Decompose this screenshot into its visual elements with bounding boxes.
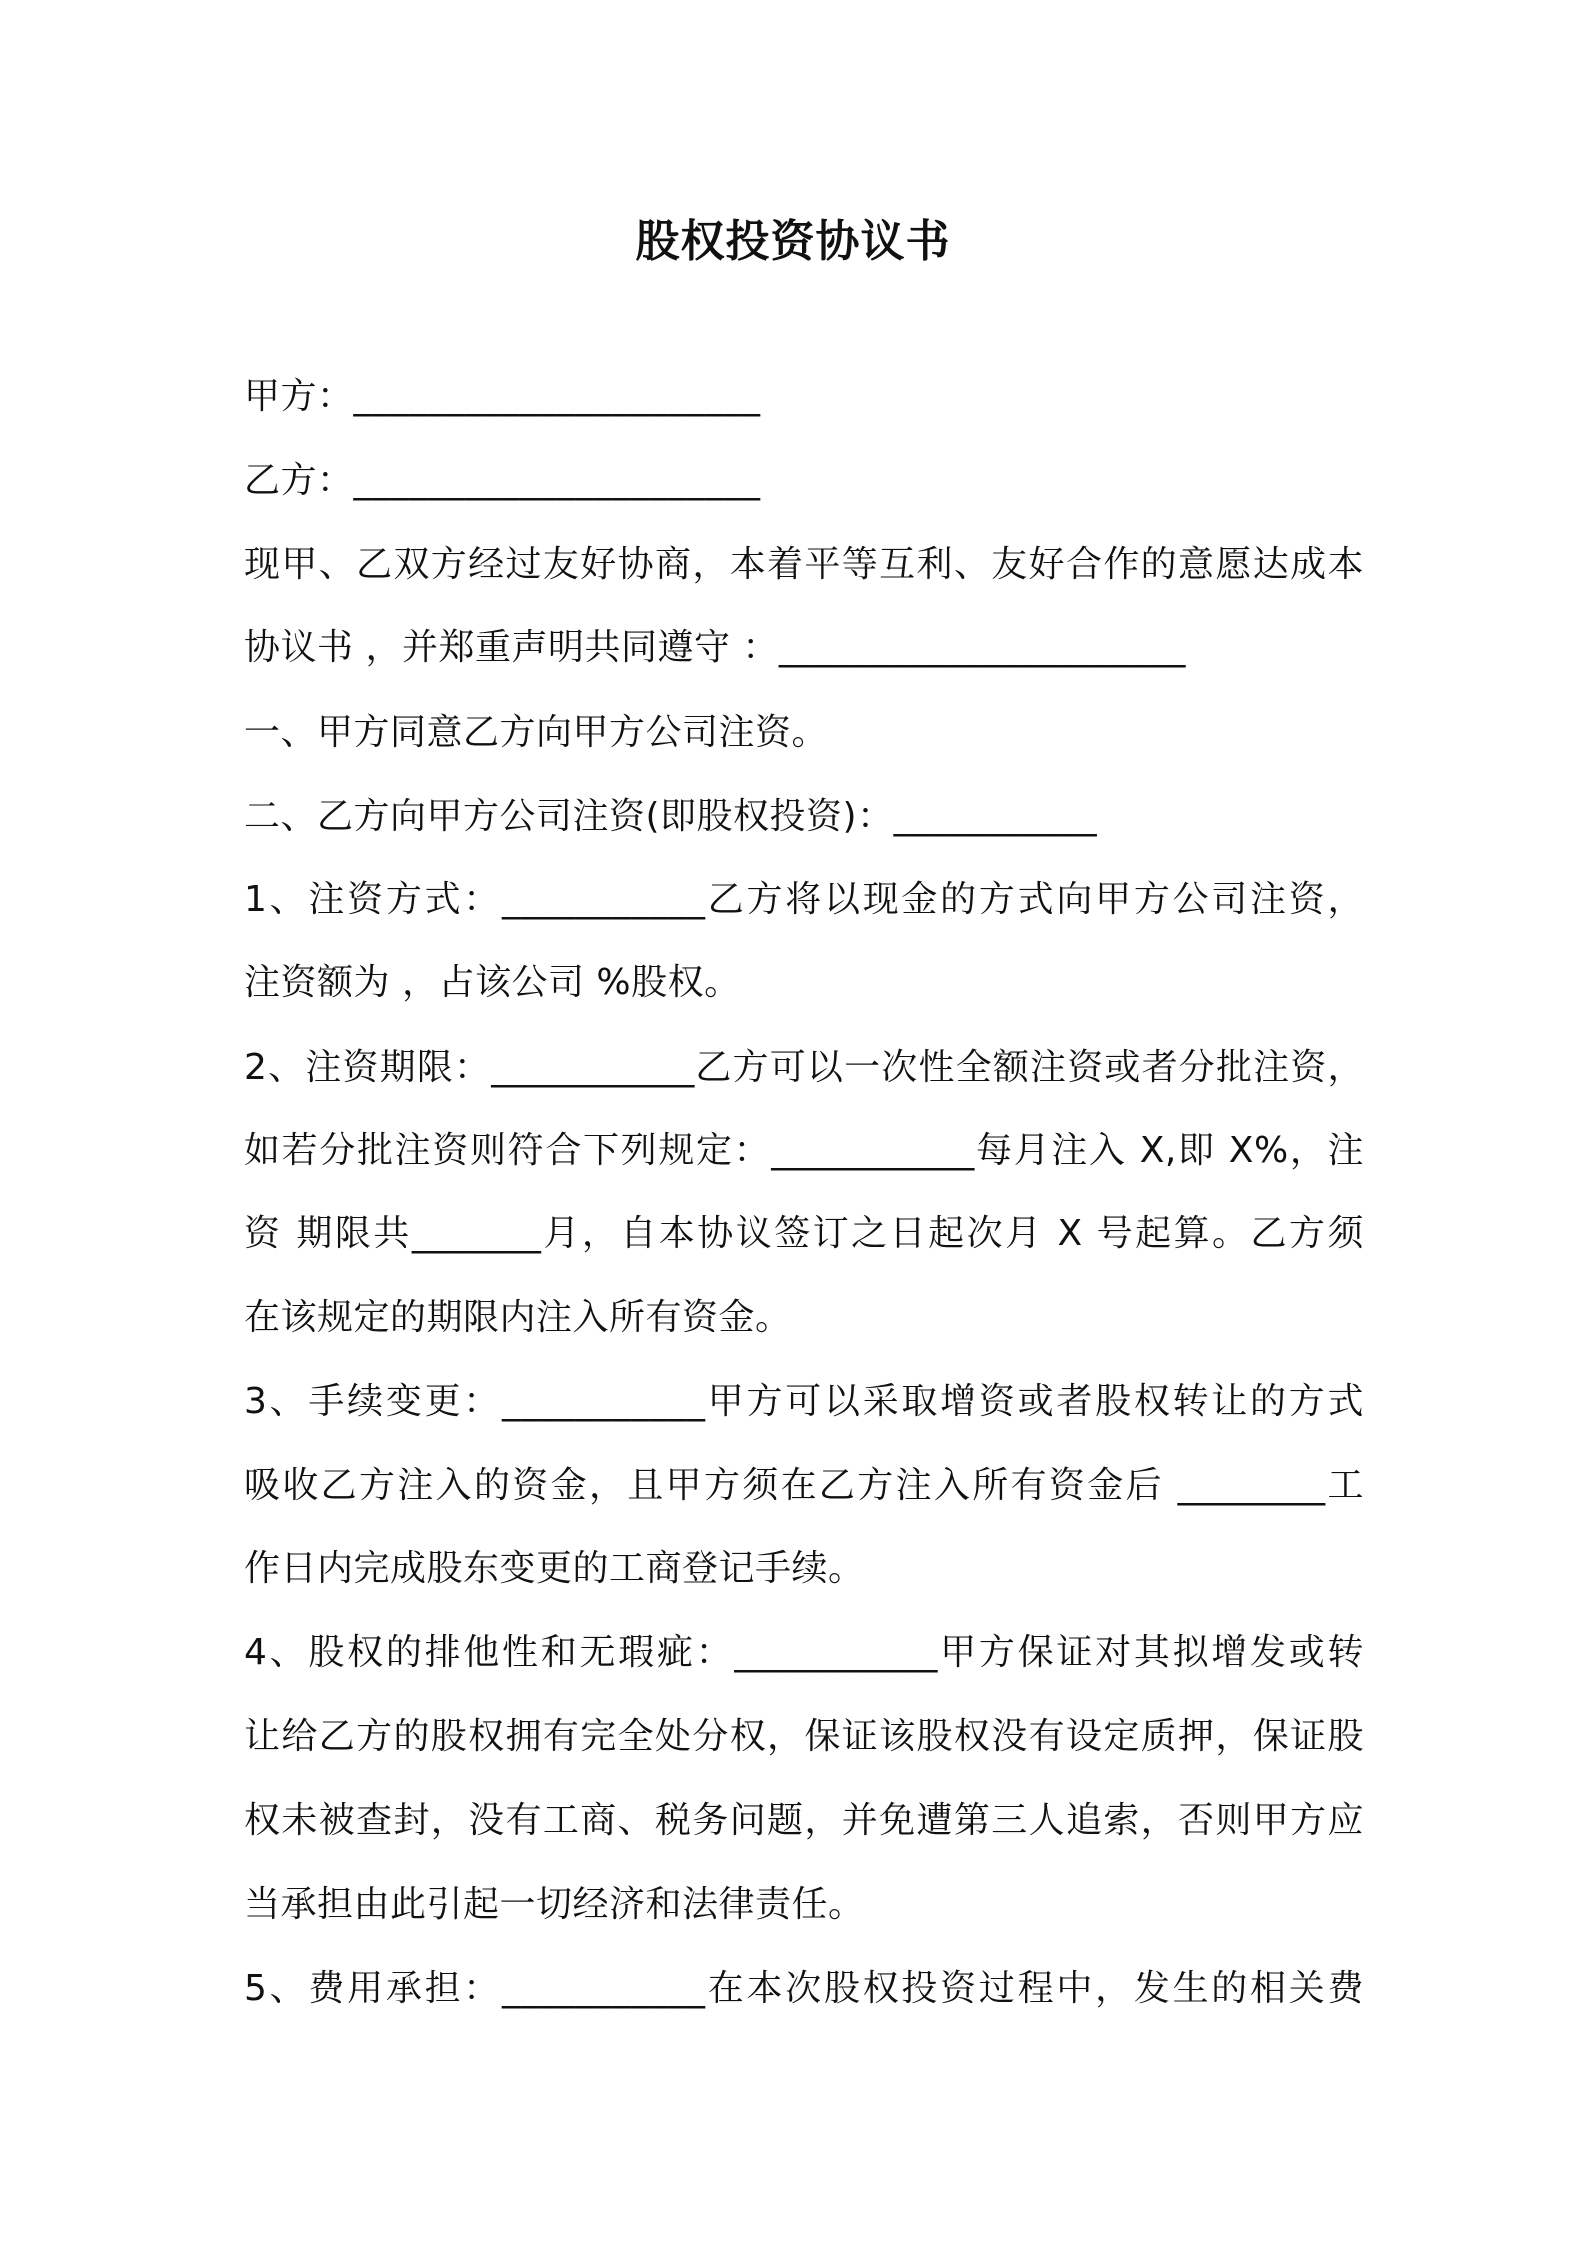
clause-1-line: 一、甲方同意乙方向甲方公司注资。	[244, 712, 829, 753]
item-2-line-3: 资 期限共_______月，自本协议签订之日起次月 X 号起算。乙方须	[244, 1213, 1364, 1254]
item-3-line-2: 吸收乙方注入的资金，且甲方须在乙方注入所有资金后 ________工	[244, 1465, 1364, 1506]
item-2-line-2: 如若分批注资则符合下列规定：___________每月注入 X,即 X%，注	[244, 1130, 1364, 1171]
clause-2-line: 二、乙方向甲方公司注资(即股权投资)：___________	[244, 796, 1098, 837]
item-4-line-2: 让给乙方的股权拥有完全处分权，保证该股权没有设定质押，保证股	[244, 1716, 1364, 1757]
party-b-line: 乙方：______________________	[244, 460, 761, 501]
item-2-line-1: 2、注资期限：___________乙方可以一次性全额注资或者分批注资，	[244, 1047, 1364, 1088]
item-4-line-4: 当承担由此引起一切经济和法律责任。	[244, 1884, 865, 1925]
item-4-line-1: 4、股权的排他性和无瑕疵：___________甲方保证对其拟增发或转	[244, 1632, 1364, 1673]
item-4-line-3: 权未被查封，没有工商、税务问题，并免遭第三人追索，否则甲方应	[244, 1800, 1364, 1841]
preamble-line-1: 现甲、乙双方经过友好协商，本着平等互利、友好合作的意愿达成本	[244, 544, 1364, 585]
item-1-line-2: 注资额为 ，占该公司 %股权。	[244, 962, 741, 1003]
party-a-line: 甲方：______________________	[244, 376, 761, 417]
item-2-line-4: 在该规定的期限内注入所有资金。	[244, 1297, 792, 1338]
item-1-line-1: 1、注资方式：___________乙方将以现金的方式向甲方公司注资，	[244, 879, 1364, 920]
item-5-line-1: 5、费用承担：___________在本次股权投资过程中，发生的相关费	[244, 1968, 1364, 2009]
preamble-line-2: 协议书 ，并郑重声明共同遵守 ：______________________	[244, 627, 1186, 668]
item-3-line-3: 作日内完成股东变更的工商登记手续。	[244, 1548, 865, 1589]
document-title: 股权投资协议书	[635, 216, 951, 267]
item-3-line-1: 3、手续变更：___________甲方可以采取增资或者股权转让的方式	[244, 1381, 1364, 1422]
